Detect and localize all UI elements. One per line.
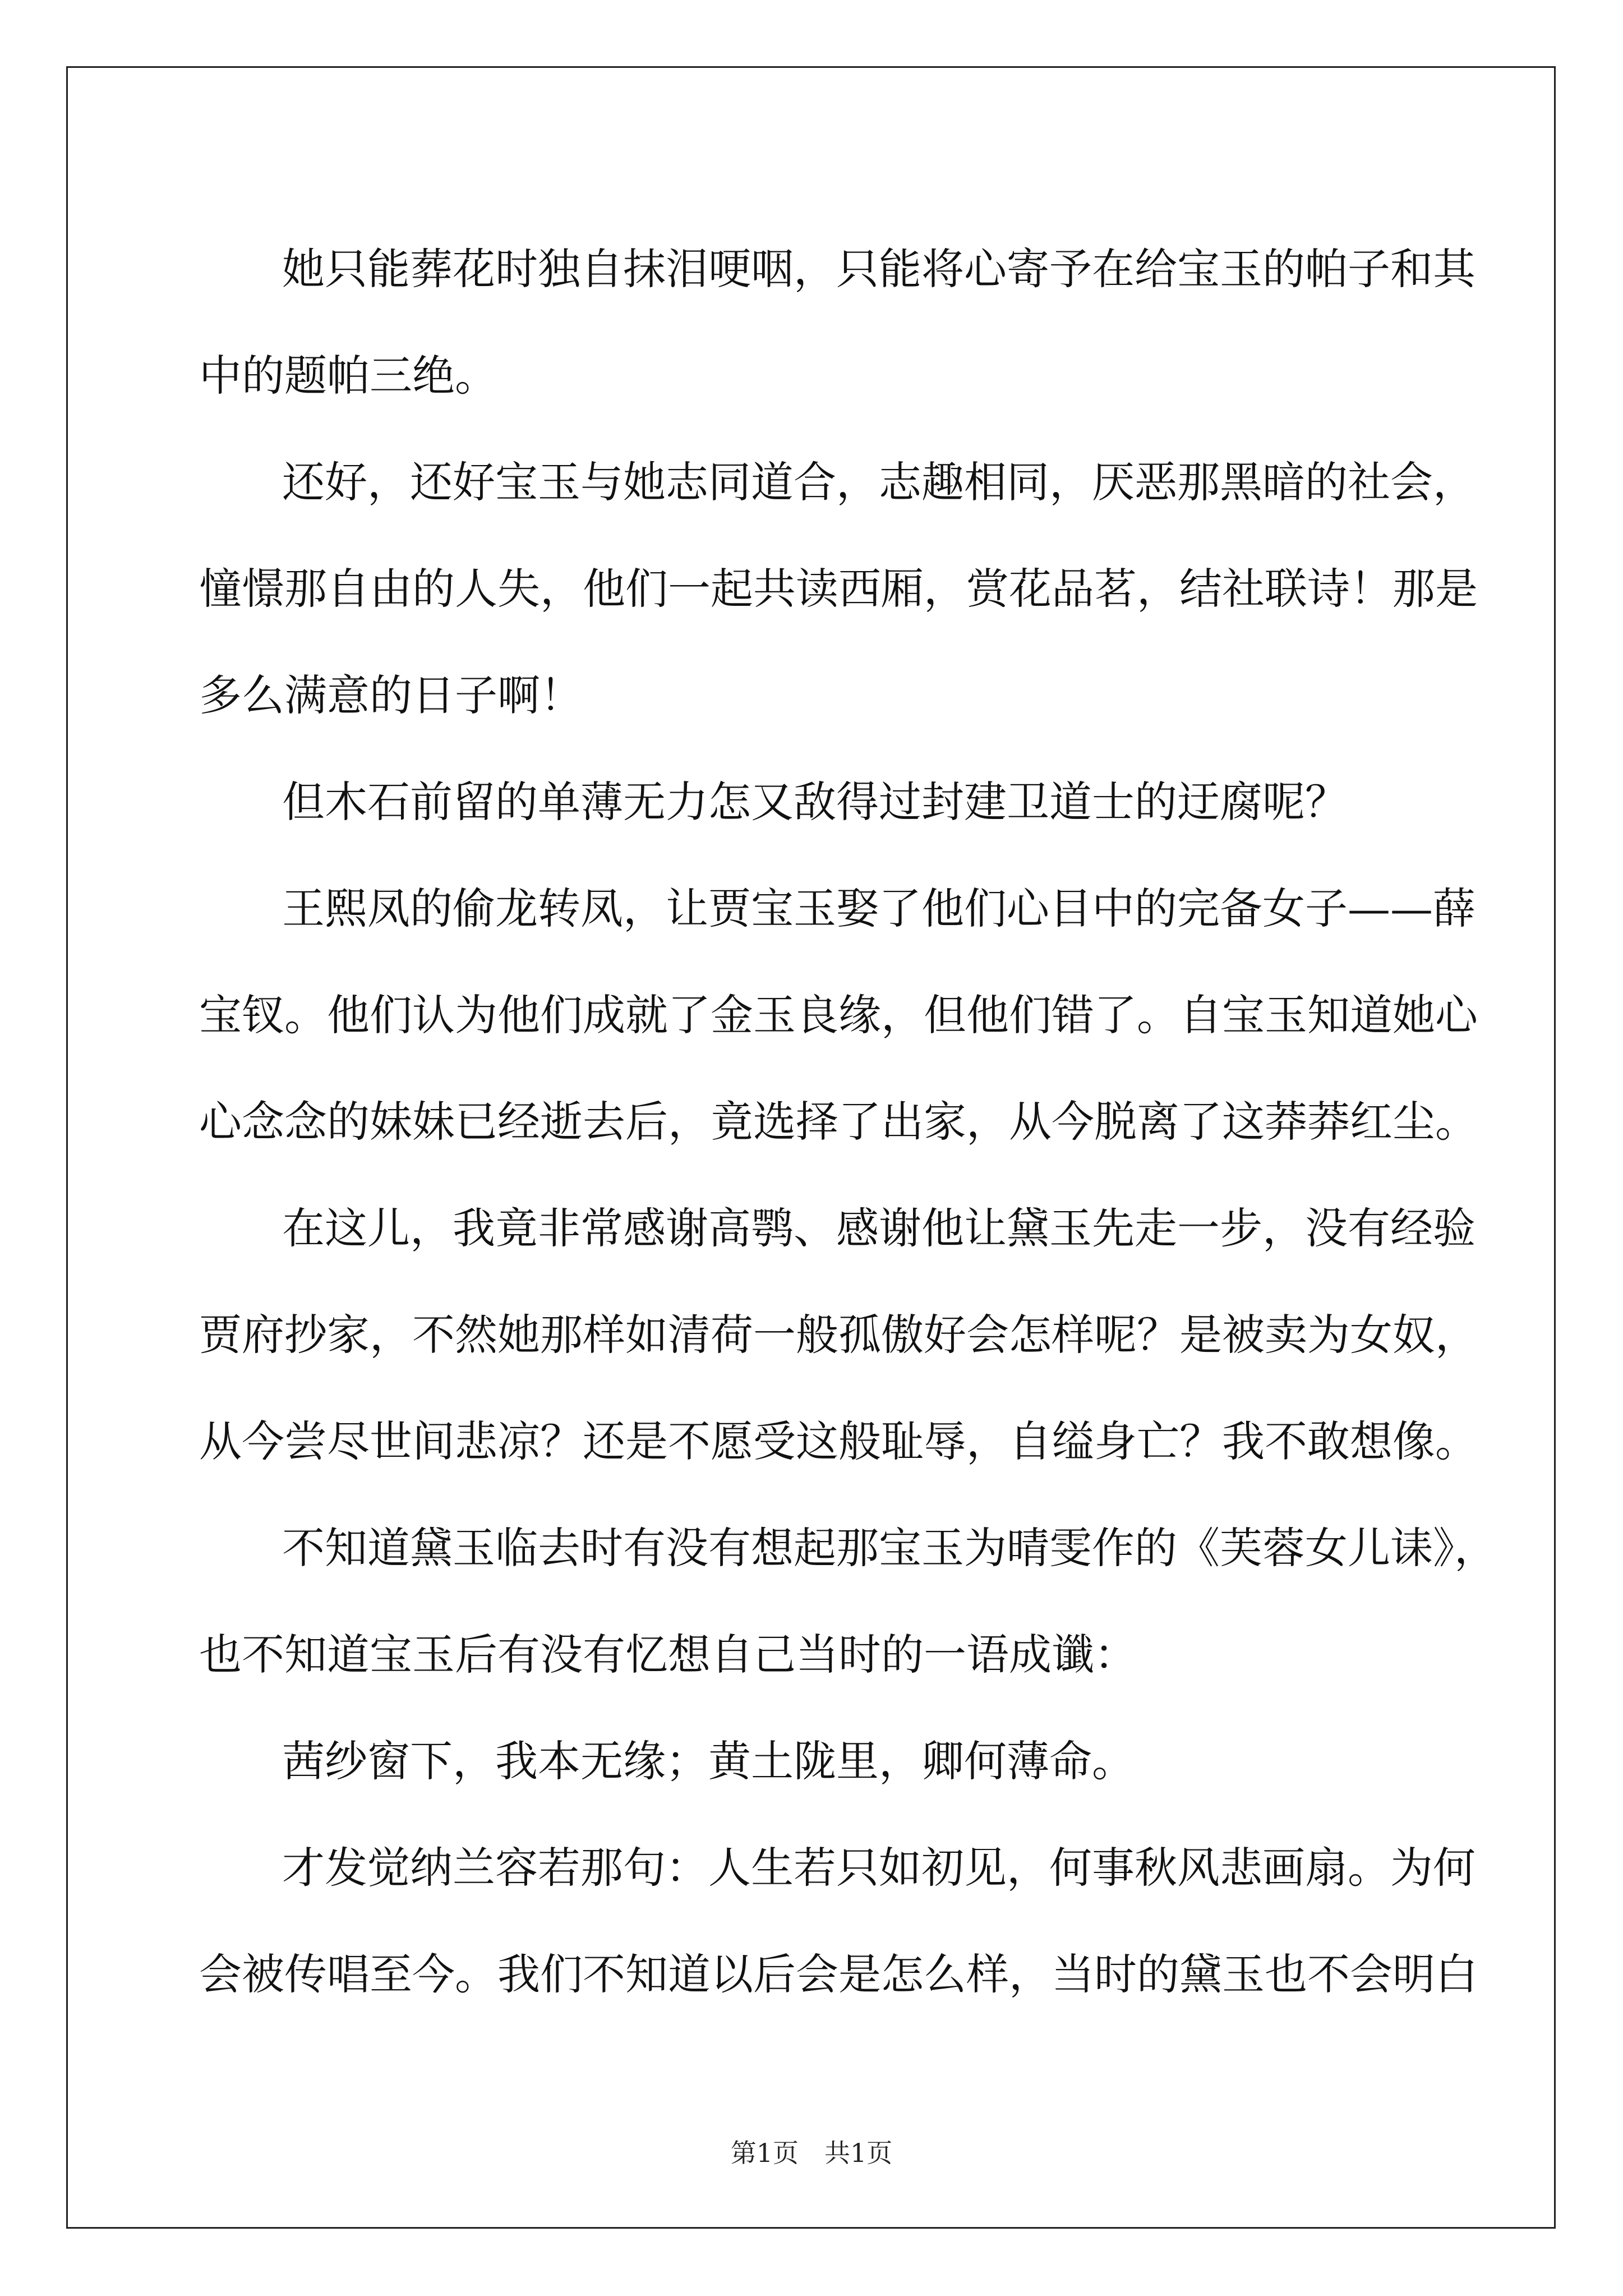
paragraph-line: 会被传唱至今。我们不知道以后会是怎么样，当时的黛玉也不会明白 [199,1949,1478,1999]
paragraph-line: 从今尝尽世间悲凉？还是不愿受这般耻辱，自缢身亡？我不敢想像。 [199,1416,1478,1466]
paragraph-line: 憧憬那自由的人失，他们一起共读西厢，赏花品茗，结社联诗！那是 [199,564,1478,614]
paragraph-line: 但木石前留的单薄无力怎又敌得过封建卫道士的迂腐呢？ [282,777,1348,827]
paragraph-line: 宝钗。他们认为他们成就了金玉良缘，但他们错了。自宝玉知道她心 [199,990,1478,1040]
paragraph-line: 贾府抄家，不然她那样如清荷一般孤傲好会怎样呢？是被卖为女奴， [199,1310,1478,1360]
page-number: 第1页 共1页 [730,2138,893,2168]
paragraph-line: 她只能葬花时独自抹泪哽咽，只能将心寄予在给宝玉的帕子和其 [282,244,1476,294]
document-body [199,216,1497,2028]
paragraph-line: 不知道黛玉临去时有没有想起那宝玉为晴雯作的《芙蓉女儿诔》， [282,1523,1497,1573]
paragraph-line: 在这儿，我竟非常感谢高鹗、感谢他让黛玉先走一步，没有经验 [282,1203,1476,1253]
paragraph-line: 也不知道宝玉后有没有忆想自己当时的一语成谶： [199,1630,1137,1680]
paragraph-line: 才发觉纳兰容若那句：人生若只如初见，何事秋风悲画扇。为何 [282,1843,1476,1893]
paragraph-line: 还好，还好宝玉与她志同道合，志趣相同，厌恶那黑暗的社会， [282,457,1476,507]
paragraph-line: 心念念的妹妹已经逝去后，竟选择了出家，从今脱离了这莽莽红尘。 [199,1097,1478,1147]
paragraph-line: 多么满意的日子啊！ [199,670,583,720]
paragraph-line: 王熙凤的偷龙转凤，让贾宝玉娶了他们心目中的完备女子——薛 [282,884,1476,933]
paragraph-line: 中的题帕三绝。 [199,351,497,401]
paragraph-line: 茜纱窗下，我本无缘；黄土陇里，卿何薄命。 [282,1736,1135,1786]
